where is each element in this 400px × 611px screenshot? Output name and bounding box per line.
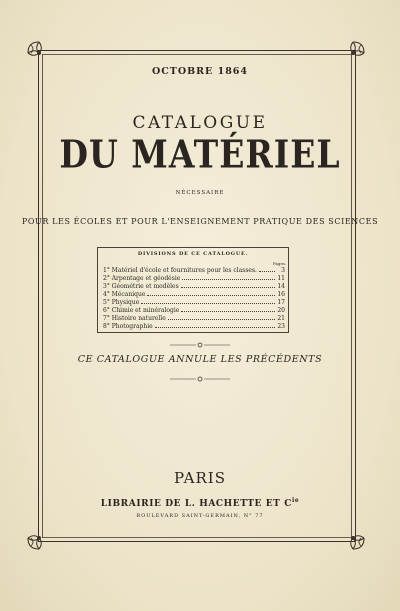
- divider-ornament-icon: [170, 376, 230, 382]
- catalogue-heading: CATALOGUE: [132, 113, 268, 133]
- imprint-publisher: LIBRAIRIE DE L. HACHETTE ET $C^{ie}$: [100, 497, 300, 509]
- divisions-list: [103, 267, 285, 331]
- notice-text: CE CATALOGUE ANNULE LES PRÉCÉDENTS: [77, 354, 323, 365]
- subtitle-necessaire: NÉCESSAIRE: [175, 190, 225, 196]
- leader-dots: [141, 303, 275, 304]
- imprint-city: PARIS: [173, 469, 227, 487]
- leader-dots: [259, 271, 275, 272]
- list-item: 8° Photographie 23: [103, 323, 285, 330]
- list-item: 6° Chimie et minéralogie 20: [103, 307, 285, 314]
- corner-ornament-icon: [340, 40, 366, 66]
- list-item: 1° Matériel d'école et fournitures pour les classes. 3: [103, 267, 285, 274]
- list-item: 7° Histoire naturelle 21: [103, 315, 285, 322]
- list-item: 4° Mécanique 16: [103, 291, 285, 298]
- page-title: DU MATÉRIEL: [59, 132, 341, 177]
- corner-ornament-icon: [26, 40, 52, 66]
- issue-date: OCTOBRE 1864: [151, 66, 249, 77]
- divisions-heading: DIVISIONS DE CE CATALOGUE.: [137, 251, 249, 257]
- imprint-address: BOULEVARD SAINT-GERMAIN, N° 77: [136, 513, 264, 519]
- divider-ornament-icon: [170, 342, 230, 348]
- pages-label: Pages.: [273, 261, 287, 266]
- leader-dots: [181, 311, 275, 312]
- divisions-box: [97, 247, 289, 333]
- leader-dots: [155, 327, 275, 328]
- corner-ornament-icon: [26, 525, 52, 551]
- subtitle-purpose: POUR LES ÉCOLES ET POUR L'ENSEIGNEMENT PRATIQUE DES SCIENCES: [21, 217, 379, 226]
- list-item: 3° Géométrie et modèles 14: [103, 283, 285, 290]
- leader-dots: [147, 295, 275, 296]
- leader-dots: [182, 279, 275, 280]
- list-item: 2° Arpentage et géodésie 11: [103, 275, 285, 282]
- list-item: 5° Physique 17: [103, 299, 285, 306]
- leader-dots: [168, 319, 275, 320]
- leader-dots: [181, 287, 275, 288]
- corner-ornament-icon: [340, 525, 366, 551]
